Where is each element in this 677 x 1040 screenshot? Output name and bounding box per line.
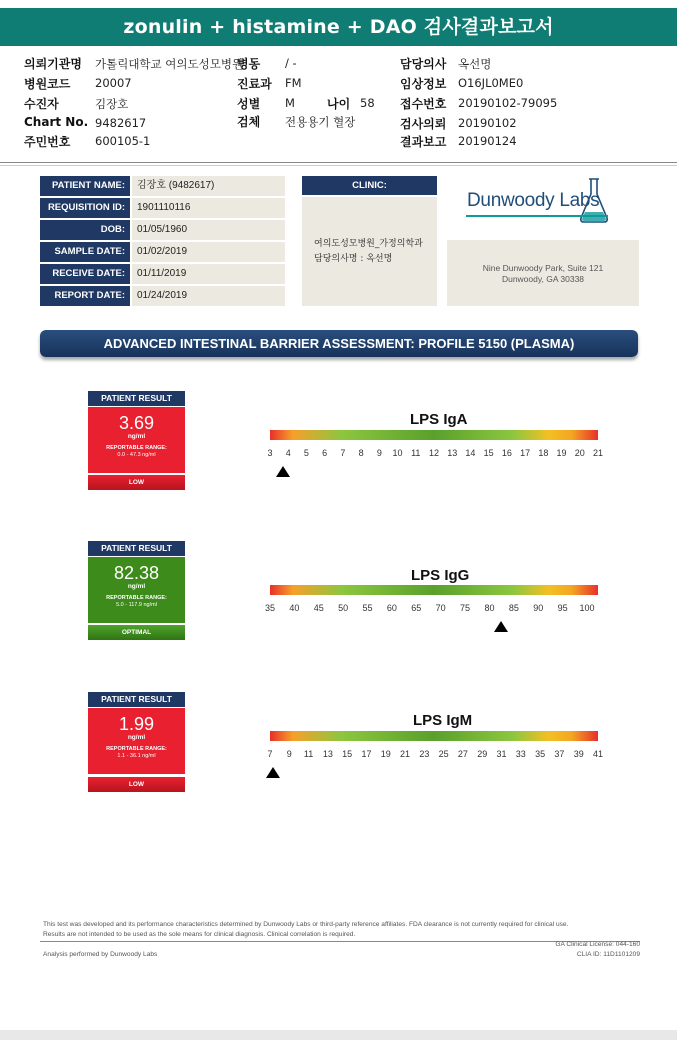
patient-name-value: 김장호 (9482617) [132,176,285,196]
scale-tick-label: 25 [438,749,449,759]
range-gradient-bar [270,430,598,440]
header-label: 결과보고 [400,135,447,149]
scale-tick-label: 8 [358,448,364,458]
scale-tick-label: 6 [322,448,328,458]
scale-tick-label: 80 [484,603,495,613]
header-label: 접수번호 [400,97,447,111]
header-label: 나이 [327,97,351,111]
disclaimer [43,920,643,940]
result-value: 3.69 [118,413,155,433]
lab-address-line2: Dunwoody, GA 30338 [501,274,585,284]
license-info [555,940,640,960]
reportable-range: 0.0 - 47.3 ng/ml [117,452,156,458]
scale-tick-label: 15 [342,749,353,759]
clinical-license: GA Clinical License: 044-160 [555,941,640,948]
clinic-name: 여의도성모병원_가정의학과 [314,239,423,249]
reportable-range-label: REPORTABLE RANGE: [106,445,167,451]
scale-tick-label: 18 [538,448,549,458]
performed-by: Analysis performed by Dunwoody Labs [43,951,158,958]
sample-date-value: 01/02/2019 [132,242,285,262]
header-value: 20190102-79095 [458,96,558,110]
header-label: 검사의뢰 [400,117,447,131]
header-value: 옥선명 [458,57,492,71]
header-value: 58 [360,96,375,110]
scale-tick-label: 45 [313,603,324,613]
scale-tick-label: 37 [554,749,565,759]
scale-tick-label: 13 [322,749,333,759]
scale-ticks [267,749,604,763]
header-value: 김장호 [95,97,129,111]
scale-tick-label: 5 [303,448,309,458]
header-label: 의뢰기관명 [24,57,82,71]
scale-tick-label: 33 [515,749,526,759]
divider [40,941,640,942]
scale-tick-label: 70 [435,603,446,613]
dob-label: DOB: [40,220,130,240]
receive-date-value: 01/11/2019 [132,264,285,284]
scale-tick-label: 12 [428,448,440,458]
scale-tick-label: 90 [533,603,544,613]
scale-tick-label: 40 [289,603,300,613]
result-unit: ng/ml [127,583,146,590]
test-name: LPS IgG [411,567,470,584]
scale-tick-label: 13 [447,448,458,458]
scale-tick-label: 7 [340,448,346,458]
disclaimer-line2: Results are not intended to be used as the sole means for clinical diagnosis. Clinical correlation is required. [43,931,356,938]
header-value: 20190102 [458,116,517,130]
lab-logo: Dunwoody Labs [467,190,600,211]
scale-tick-label: 41 [592,749,604,759]
header-value: 600105-1 [95,134,151,148]
header-label: 임상정보 [400,77,447,91]
clia-id: CLIA ID: 11D1101209 [576,951,640,958]
header-label: 병동 [237,57,261,71]
header-label: 병원코드 [24,77,71,91]
scale-tick-label: 17 [520,448,531,458]
scale-tick-label: 60 [386,603,397,613]
header-value: 전용용기 혈장 [285,115,356,129]
dob-value: 01/05/1960 [132,220,285,240]
lab-address-line1: Nine Dunwoody Park, Suite 121 [482,263,604,273]
reportable-range: 1.1 - 36.1 ng/ml [117,753,156,759]
lab-address [447,240,639,306]
scale-tick-label: 17 [361,749,372,759]
header-value: 가톨릭대학교 여의도성모병원 [95,57,244,71]
header-label: 담당의사 [400,57,447,71]
patient-result-header: PATIENT RESULT [88,692,185,707]
scale-tick-label: 85 [508,603,519,613]
result-flag: OPTIMAL [88,625,185,640]
patient-result-box [88,407,185,473]
header-label: 진료과 [237,77,272,91]
scale-tick-label: 14 [465,448,476,458]
requisition-id-label: REQUISITION ID: [40,198,130,218]
report-title: zonulin + histamine + DAO 검사결과보고서 [0,8,677,46]
test-name: LPS IgM [413,712,473,729]
reportable-range-label: REPORTABLE RANGE: [106,746,167,752]
scale-tick-label: 50 [338,603,349,613]
divider [0,162,677,163]
scale-tick-label: 10 [392,448,403,458]
scale-tick-label: 27 [457,749,468,759]
result-value: 1.99 [118,714,155,734]
header-value: FM [285,76,302,90]
scale-tick-label: 7 [267,749,273,759]
scale-ticks [264,603,595,617]
header-value: / - [285,56,297,70]
scale-ticks [267,448,604,462]
scale-tick-label: 29 [477,749,488,759]
scale-tick-label: 39 [573,749,584,759]
header-label: Chart No. [24,115,89,129]
patient-result-box [88,557,185,623]
scale-tick-label: 100 [579,603,595,613]
report-date-value: 01/24/2019 [132,286,285,306]
header-value: M [285,96,295,110]
result-value: 82.38 [113,563,160,583]
page-bottom-band [0,1030,677,1040]
scale-tick-label: 31 [496,749,507,759]
header-value: 20007 [95,76,132,90]
patient-result-box [88,708,185,774]
header-label: 성별 [237,97,261,111]
logo-underline [466,215,608,217]
reportable-range: 5.0 - 117.9 ng/ml [116,602,157,608]
sample-date-label: SAMPLE DATE: [40,242,130,262]
scale-tick-label: 15 [483,448,494,458]
result-unit: ng/ml [127,433,146,440]
scale-tick-label: 16 [501,448,512,458]
scale-tick-label: 23 [419,749,430,759]
header-label: 주민번호 [24,135,71,149]
result-flag: LOW [88,777,185,792]
result-marker [266,767,280,778]
test-name: LPS IgA [410,411,468,428]
result-marker [494,621,508,632]
result-flag: LOW [88,475,185,490]
scale-tick-label: 19 [556,448,567,458]
scale-tick-label: 20 [574,448,585,458]
scale-tick-label: 19 [380,749,391,759]
header-value: O16JL0ME0 [458,76,524,90]
report-date-label: REPORT DATE: [40,286,130,306]
divider [0,165,677,166]
scale-tick-label: 9 [286,749,292,759]
range-gradient-bar [270,731,598,741]
scale-tick-label: 95 [557,603,568,613]
patient-result-header: PATIENT RESULT [88,541,185,556]
header-value: 9482617 [95,116,147,130]
scale-tick-label: 4 [285,448,291,458]
reportable-range-label: REPORTABLE RANGE: [106,595,167,601]
scale-tick-label: 21 [592,448,604,458]
range-gradient-bar [270,585,598,595]
scale-tick-label: 55 [362,603,373,613]
header-value: 20190124 [458,134,517,148]
result-unit: ng/ml [127,734,146,741]
scale-tick-label: 21 [400,749,411,759]
scale-tick-label: 75 [460,603,471,613]
scale-tick-label: 9 [376,448,382,458]
scale-tick-label: 35 [264,603,276,613]
clinic-header: CLINIC: [302,176,437,195]
scale-tick-label: 11 [303,749,314,759]
scale-tick-label: 65 [411,603,422,613]
scale-tick-label: 11 [411,448,421,458]
scale-tick-label: 35 [535,749,546,759]
patient-result-header: PATIENT RESULT [88,391,185,406]
result-marker [276,466,290,477]
patient-name-label: PATIENT NAME: [40,176,130,196]
header-label: 수진자 [24,97,59,111]
disclaimer-line1: This test was developed and its performance characteristics determined by Dunwoody Labs or third-party reference affiliates. FDA clearance is not currently required for clinical use. [43,921,569,928]
requisition-id-value: 1901110116 [132,198,285,218]
clinic-doctor: 담당의사명 : 옥선명 [314,254,393,264]
scale-tick-label: 3 [267,448,273,458]
clinic-box [302,197,437,306]
receive-date-label: RECEIVE DATE: [40,264,130,284]
assessment-banner: ADVANCED INTESTINAL BARRIER ASSESSMENT: PROFILE 5150 (PLASMA) [40,330,638,357]
header-label: 검체 [237,115,261,129]
